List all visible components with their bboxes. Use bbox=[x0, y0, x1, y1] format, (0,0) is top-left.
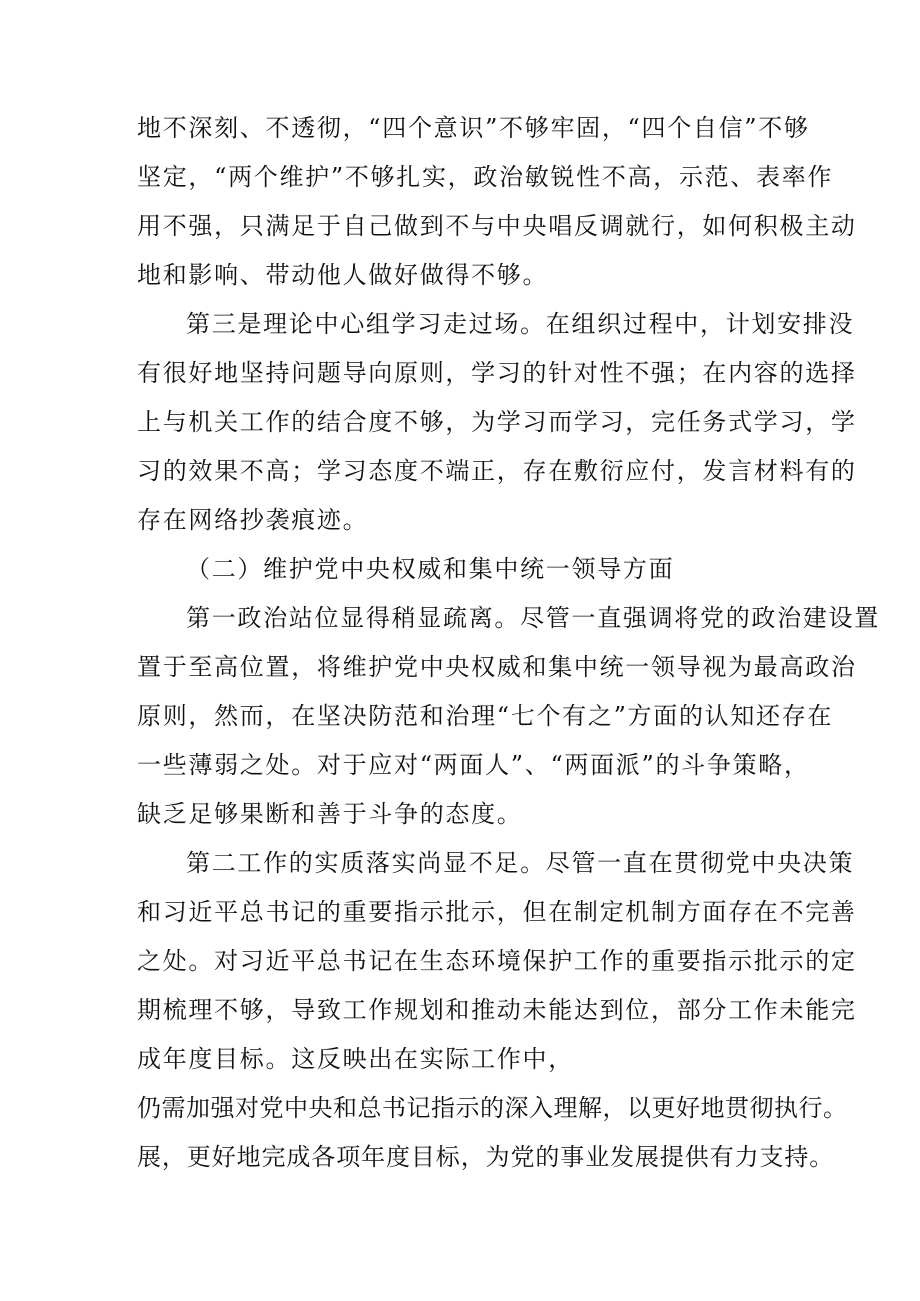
text-line: 地不深刻、不透彻，“四个意识”不够牢固，“四个自信”不够 bbox=[137, 114, 810, 142]
paragraph-first-line: 第一政治站位显得稍显疏离。尽管一直强调将党的政治建设置 bbox=[186, 604, 880, 632]
paragraph-first-line: 第二工作的实质落实尚显不足。尽管一直在贯彻党中央决策 bbox=[186, 849, 855, 877]
text-line: 和习近平总书记的重要指示批示，但在制定机制方面存在不完善 bbox=[137, 898, 857, 926]
section-heading: （二）维护党中央权威和集中统一领导方面 bbox=[186, 555, 675, 583]
text-line: 原则，然而，在坚决防范和治理“七个有之”方面的认知还存在 bbox=[137, 702, 834, 730]
text-line: 用不强，只满足于自己做到不与中央唱反调就行，如何积极主动 bbox=[137, 212, 857, 240]
text-line: 坚定，“两个维护”不够扎实，政治敏锐性不高，示范、表率作 bbox=[137, 163, 834, 191]
text-line: 存在网络抄袭痕迹。 bbox=[137, 506, 369, 534]
text-line: 期梳理不够，导致工作规划和推动未能达到位，部分工作未能完 bbox=[137, 996, 857, 1024]
text-line: 之处。对习近平总书记在生态环境保护工作的重要指示批示的定 bbox=[137, 947, 857, 975]
text-line: 上与机关工作的结合度不够，为学习而学习，完任务式学习，学 bbox=[137, 408, 857, 436]
text-line: 地和影响、带动他人做好做得不够。 bbox=[137, 261, 549, 289]
text-line: 成年度目标。这反映出在实际工作中， bbox=[137, 1045, 574, 1073]
text-line: 有很好地坚持问题导向原则，学习的针对性不强；在内容的选择 bbox=[137, 359, 857, 387]
text-line: 仍需加强对党中央和总书记指示的深入理解，以更好地贯彻执行。 bbox=[137, 1094, 848, 1122]
text-line: 缺乏足够果断和善于斗争的态度。 bbox=[137, 800, 523, 828]
text-line: 一些薄弱之处。对于应对“两面人”、“两面派”的斗争策略， bbox=[137, 751, 810, 779]
text-line: 置于至高位置，将维护党中央权威和集中统一领导视为最高政治 bbox=[137, 653, 857, 681]
text-line: 习的效果不高；学习态度不端正，存在敷衍应付，发言材料有的 bbox=[137, 457, 857, 485]
text-line: 展，更好地完成各项年度目标，为党的事业发展提供有力支持。 bbox=[137, 1143, 835, 1171]
paragraph-first-line: 第三是理论中心组学习走过场。在组织过程中，计划安排没 bbox=[186, 310, 855, 338]
